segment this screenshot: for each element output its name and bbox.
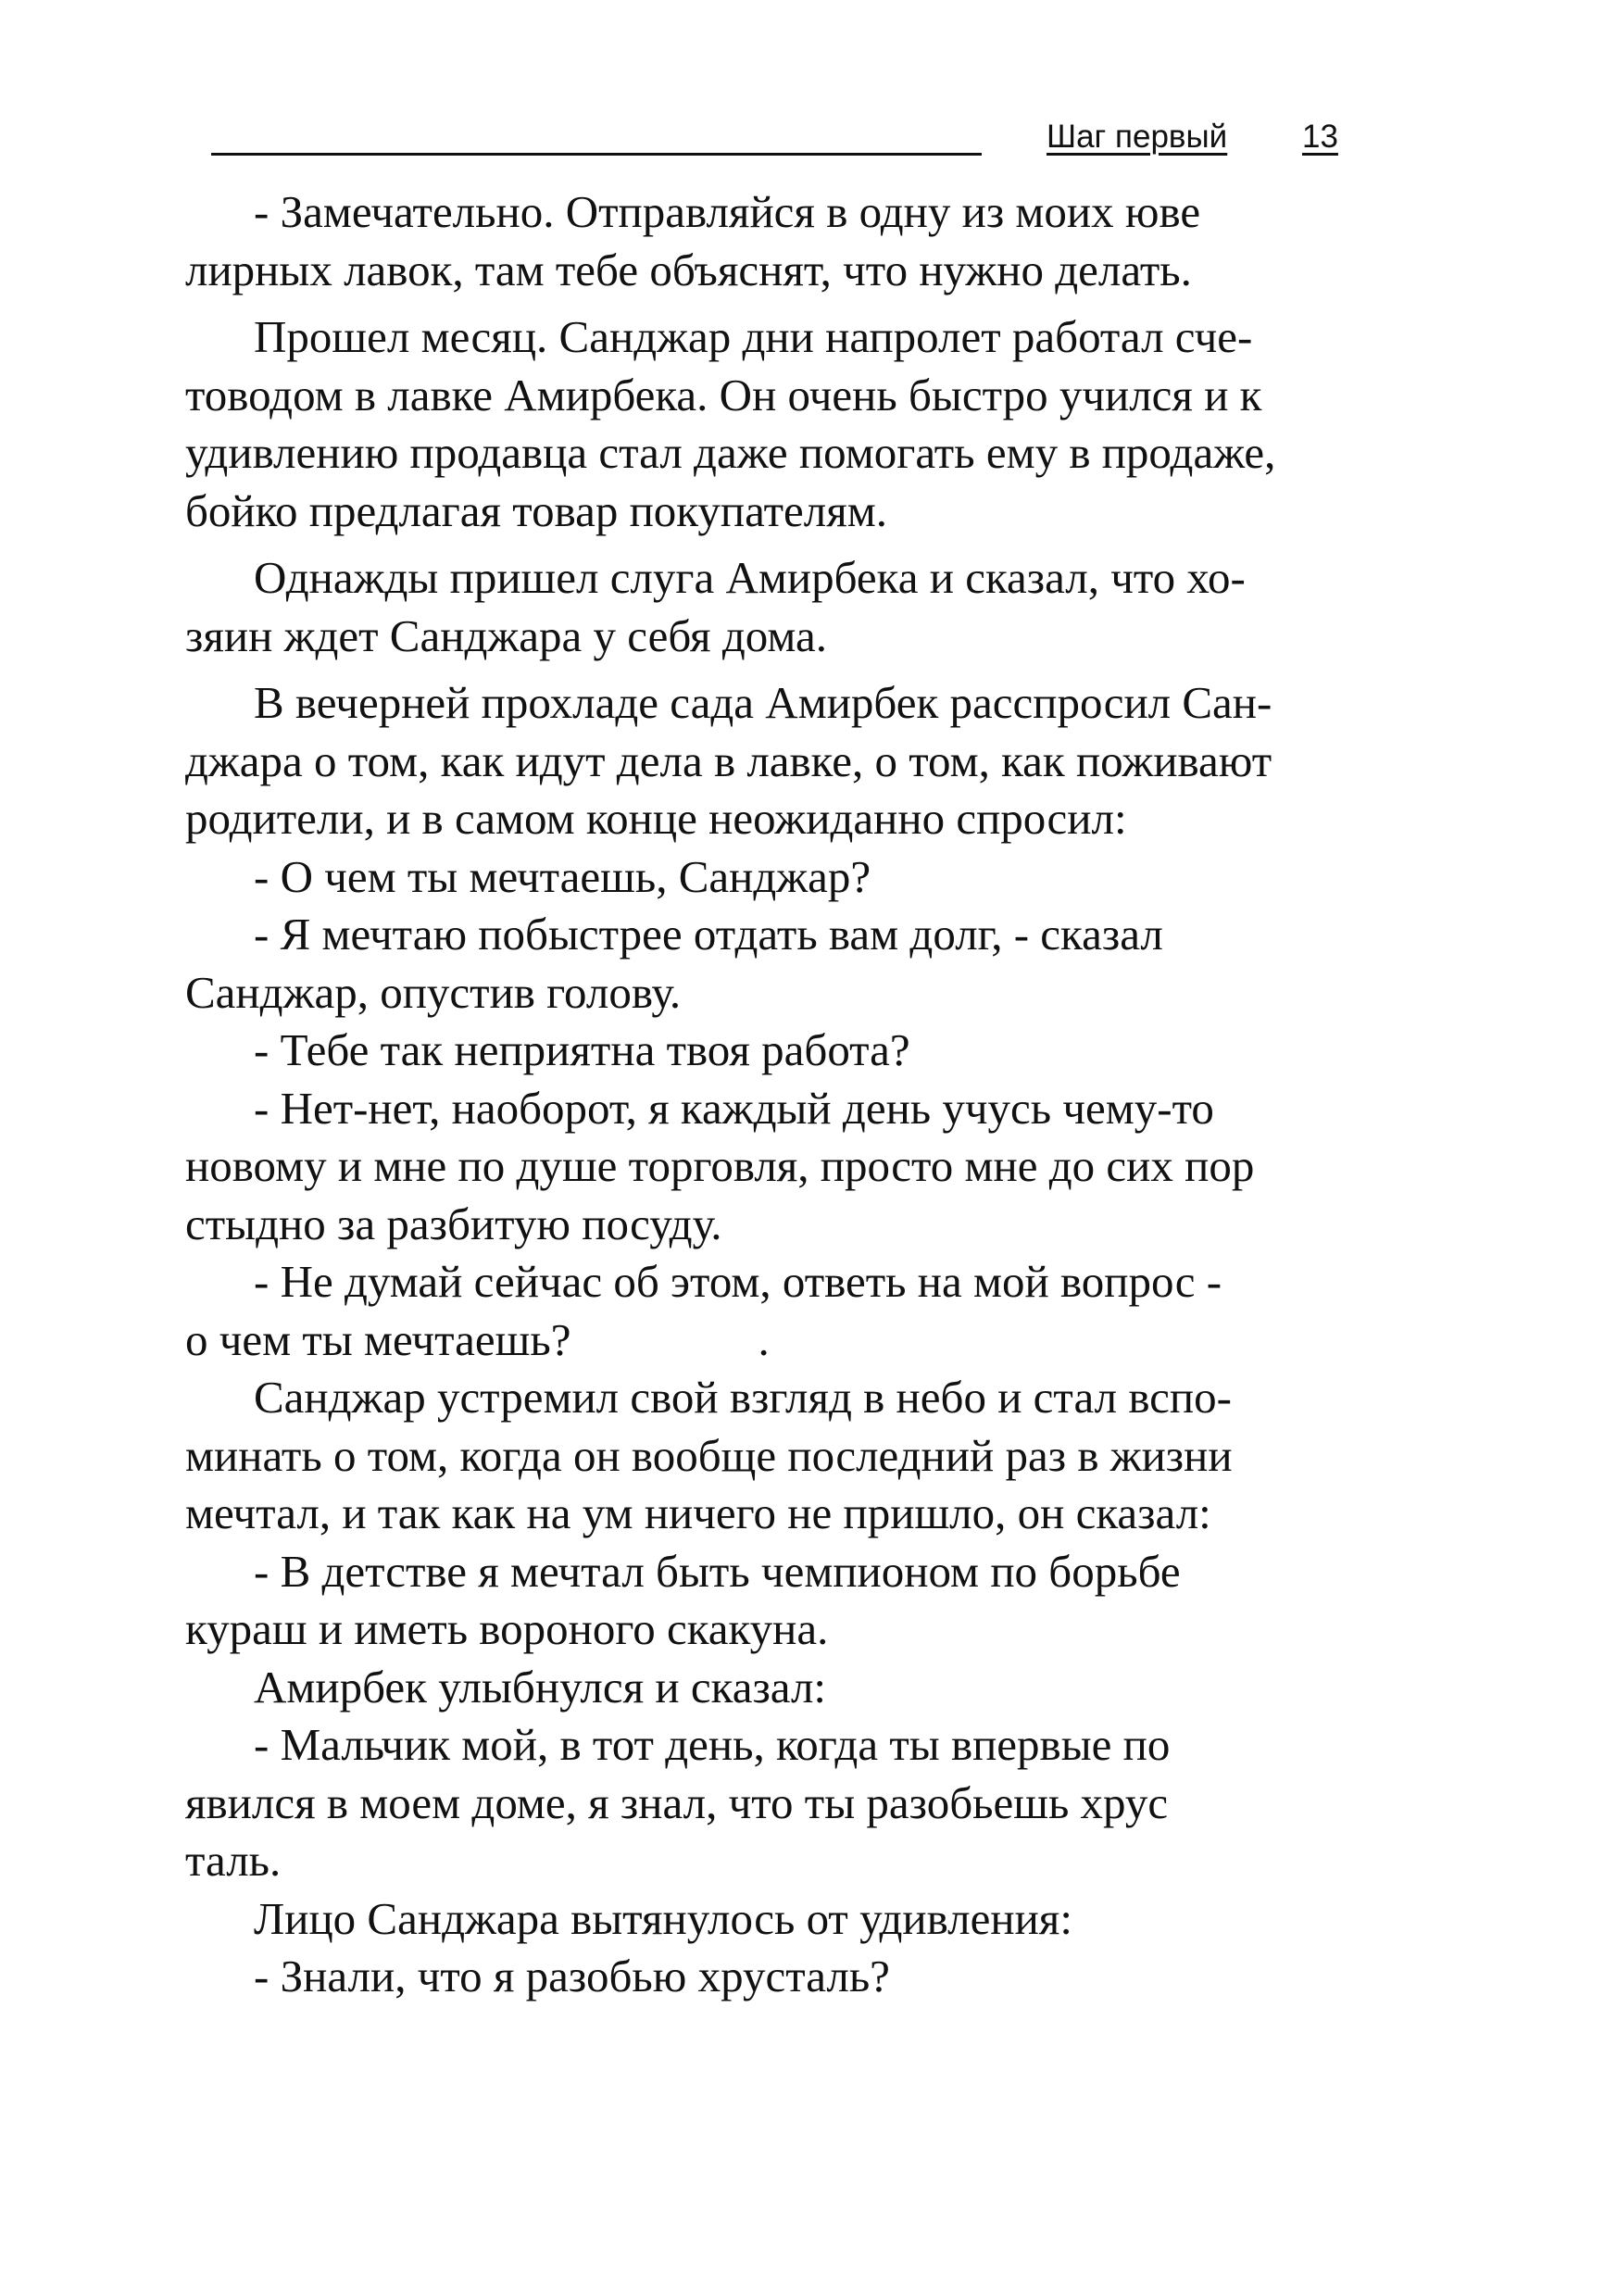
body-text bbox=[185, 183, 1412, 2006]
text-line: В вечерней прохладе сада Амирбек расспросил Сан- bbox=[254, 677, 1272, 728]
text-line: минать о том, когда он вообще последний раз в жизни bbox=[185, 1429, 1233, 1481]
page-number: 13 bbox=[1302, 119, 1338, 155]
text-line: кураш и иметь вороного скакуна. bbox=[185, 1603, 829, 1654]
text-line: - Замечательно. Отправляйся в одну из моих юве bbox=[254, 186, 1201, 237]
text-line: таль. bbox=[185, 1835, 282, 1886]
text-line: товодом в лавке Амирбека. Он очень быстро учился и к bbox=[185, 369, 1262, 420]
text-line: Прошел месяц. Санджар дни напролет работал сче- bbox=[254, 311, 1253, 362]
text-line: - Мальчик мой, в тот день, когда ты впервые по bbox=[254, 1719, 1171, 1770]
text-line: Амирбек улыбнулся и сказал: bbox=[254, 1661, 827, 1713]
stray-dot: . bbox=[758, 1313, 770, 1365]
text-line: мечтал, и так как на ум ничего не пришло, он сказал: bbox=[185, 1487, 1211, 1538]
text-line: - О чем ты мечтаешь, Санджар? bbox=[254, 850, 871, 902]
text-line: Санджар устремил свой взгляд в небо и стал вспо- bbox=[254, 1372, 1232, 1423]
running-header bbox=[211, 113, 1341, 159]
header-rule bbox=[211, 153, 982, 156]
text-line: джара о том, как идут дела в лавке, о том, как поживают bbox=[185, 734, 1272, 786]
text-line: стыдно за разбитую посуду. bbox=[185, 1198, 722, 1249]
text-line: - Я мечтаю побыстрее отдать вам долг, - сказал bbox=[254, 909, 1163, 960]
text-line: зяин ждет Санджара у себя дома. bbox=[185, 609, 827, 661]
chapter-title: Шаг первый bbox=[1047, 119, 1228, 155]
text-line: - Не думай сейчас об этом, ответь на мой вопрос - bbox=[254, 1256, 1222, 1307]
text-line: удивлению продавца стал даже помогать ему в продаже, bbox=[185, 427, 1276, 478]
text-line bbox=[185, 1311, 1412, 1370]
text-line: - Тебе так неприятна твоя работа? bbox=[254, 1024, 910, 1075]
text-line: Однажды пришел слуга Амирбека и сказал, что хо- bbox=[254, 552, 1246, 603]
text-line: Санджар, опустив голову. bbox=[185, 966, 682, 1018]
text-line: новому и мне по душе торговля, просто мне до сих пор bbox=[185, 1140, 1255, 1191]
text-line: лирных лавок, там тебе объяснят, что нужно делать. bbox=[185, 244, 1192, 295]
text-line: - В детстве я мечтал быть чемпионом по борьбе bbox=[254, 1545, 1181, 1597]
text-line: явился в моем доме, я знал, что ты разобьешь хрус bbox=[185, 1776, 1169, 1828]
text-line: - Знали, что я разобью хрусталь? bbox=[254, 1951, 890, 2001]
text-line: родители, и в самом конце неожиданно спросил: bbox=[185, 793, 1127, 844]
text-line: Лицо Санджара вытянулось от удивления: bbox=[254, 1892, 1072, 1944]
text-line: - Нет-нет, наоборот, я каждый день учусь чему-то bbox=[254, 1082, 1214, 1134]
text-line-main: о чем ты мечтаешь? bbox=[185, 1313, 571, 1365]
text-line: бойко предлагая товар покупателям. bbox=[185, 484, 888, 536]
